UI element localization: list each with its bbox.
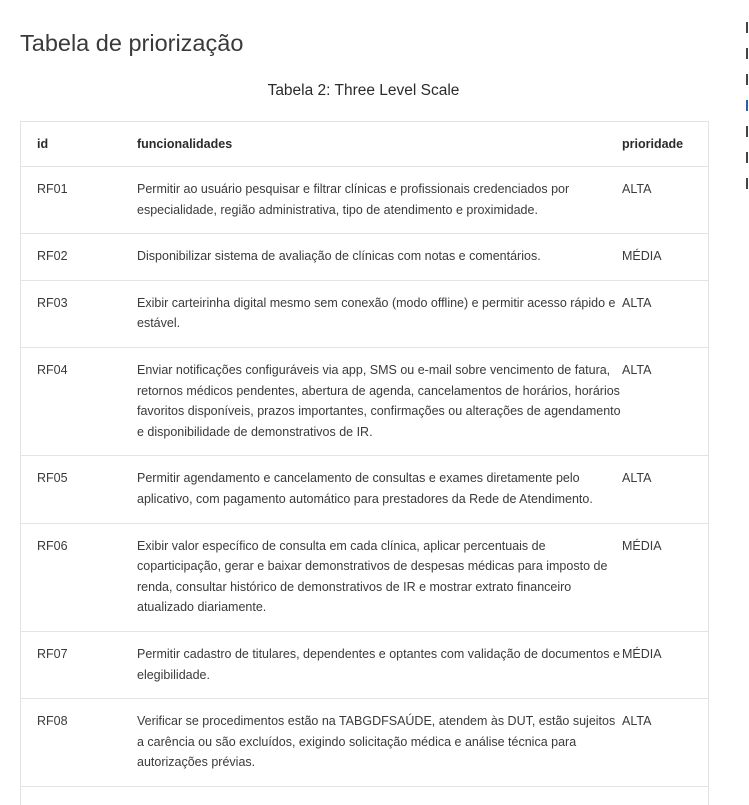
table-header-row xyxy=(21,122,708,167)
row-prioridade: ALTA xyxy=(622,456,708,523)
row-funcionalidade: Enviar notificações configuráveis via app, SMS ou e-mail sobre vencimento de fatura, retornos médicos pendentes, abertura de agenda, cancelamentos de horários, horários favoritos disponíveis, prazos importantes, confirmações ou alterações de agendamento e disponibilidade de demonstrativos de IR. xyxy=(137,347,622,455)
row-id: RF06 xyxy=(21,523,137,631)
row-prioridade: ALTA xyxy=(622,280,708,347)
toc-edge-mark[interactable] xyxy=(746,126,748,137)
row-prioridade: MÉDIA xyxy=(622,631,708,698)
table-row xyxy=(21,167,708,234)
section-title: Tabela de priorização xyxy=(20,30,244,56)
row-prioridade: ALTA xyxy=(622,347,708,455)
row-funcionalidade: Exibir valor específico de consulta em cada clínica, aplicar percentuais de coparticipação, gerar e baixar demonstrativos de despesas médicas para imposto de renda, consultar histórico de demonstrativos de IR e mostrar extrato financeiro atualizado diariamente. xyxy=(137,523,622,631)
header-funcionalidades: funcionalidades xyxy=(137,122,622,167)
row-funcionalidade: Permitir ao usuário pesquisar e filtrar clínicas e profissionais credenciados por especialidade, região administrativa, tipo de atendimento e proximidade. xyxy=(137,167,622,234)
toc-edge-mark[interactable] xyxy=(746,74,748,85)
row-funcionalidade: Disponibilizar sistema de avaliação de clínicas com notas e comentários. xyxy=(137,234,622,281)
table-row-partial xyxy=(21,786,708,805)
row-id: RF04 xyxy=(21,347,137,455)
priority-table-container xyxy=(20,121,709,805)
table-row xyxy=(21,347,708,455)
row-id: RF03 xyxy=(21,280,137,347)
table-row xyxy=(21,699,708,787)
table-row xyxy=(21,631,708,698)
row-id: RF08 xyxy=(21,699,137,787)
row-funcionalidade: Verificar se procedimentos estão na TABGDFSAÚDE, atendem às DUT, estão sujeitos a carência ou são excluídos, exigindo solicitação médica e análise técnica para autorizações prévias. xyxy=(137,699,622,787)
row-funcionalidade: Exibir carteirinha digital mesmo sem conexão (modo offline) e permitir acesso rápido e estável. xyxy=(137,280,622,347)
toc-edge-mark[interactable] xyxy=(746,48,748,59)
toc-edge-mark-active[interactable] xyxy=(746,100,748,111)
toc-edge-mark[interactable] xyxy=(746,178,748,189)
table-row xyxy=(21,523,708,631)
row-id: RF01 xyxy=(21,167,137,234)
row-id: RF07 xyxy=(21,631,137,698)
header-id: id xyxy=(21,122,137,167)
row-prioridade: MÉDIA xyxy=(622,234,708,281)
toc-edge-mark[interactable] xyxy=(746,152,748,163)
header-prioridade: prioridade xyxy=(622,122,708,167)
row-funcionalidade: Permitir agendamento e cancelamento de consultas e exames diretamente pelo aplicativo, com pagamento automático para prestadores da Rede de Atendimento. xyxy=(137,456,622,523)
toc-edge-mark[interactable] xyxy=(746,22,748,33)
row-prioridade: ALTA xyxy=(622,167,708,234)
table-row xyxy=(21,234,708,281)
row-funcionalidade: Permitir cadastro de titulares, dependentes e optantes com validação de documentos e elegibilidade. xyxy=(137,631,622,698)
priority-table xyxy=(21,122,708,805)
row-prioridade: ALTA xyxy=(622,699,708,787)
table-row xyxy=(21,456,708,523)
table-row xyxy=(21,280,708,347)
row-id: RF05 xyxy=(21,456,137,523)
row-prioridade: MÉDIA xyxy=(622,523,708,631)
table-caption: Tabela 2: Three Level Scale xyxy=(267,82,460,99)
row-id: RF02 xyxy=(21,234,137,281)
